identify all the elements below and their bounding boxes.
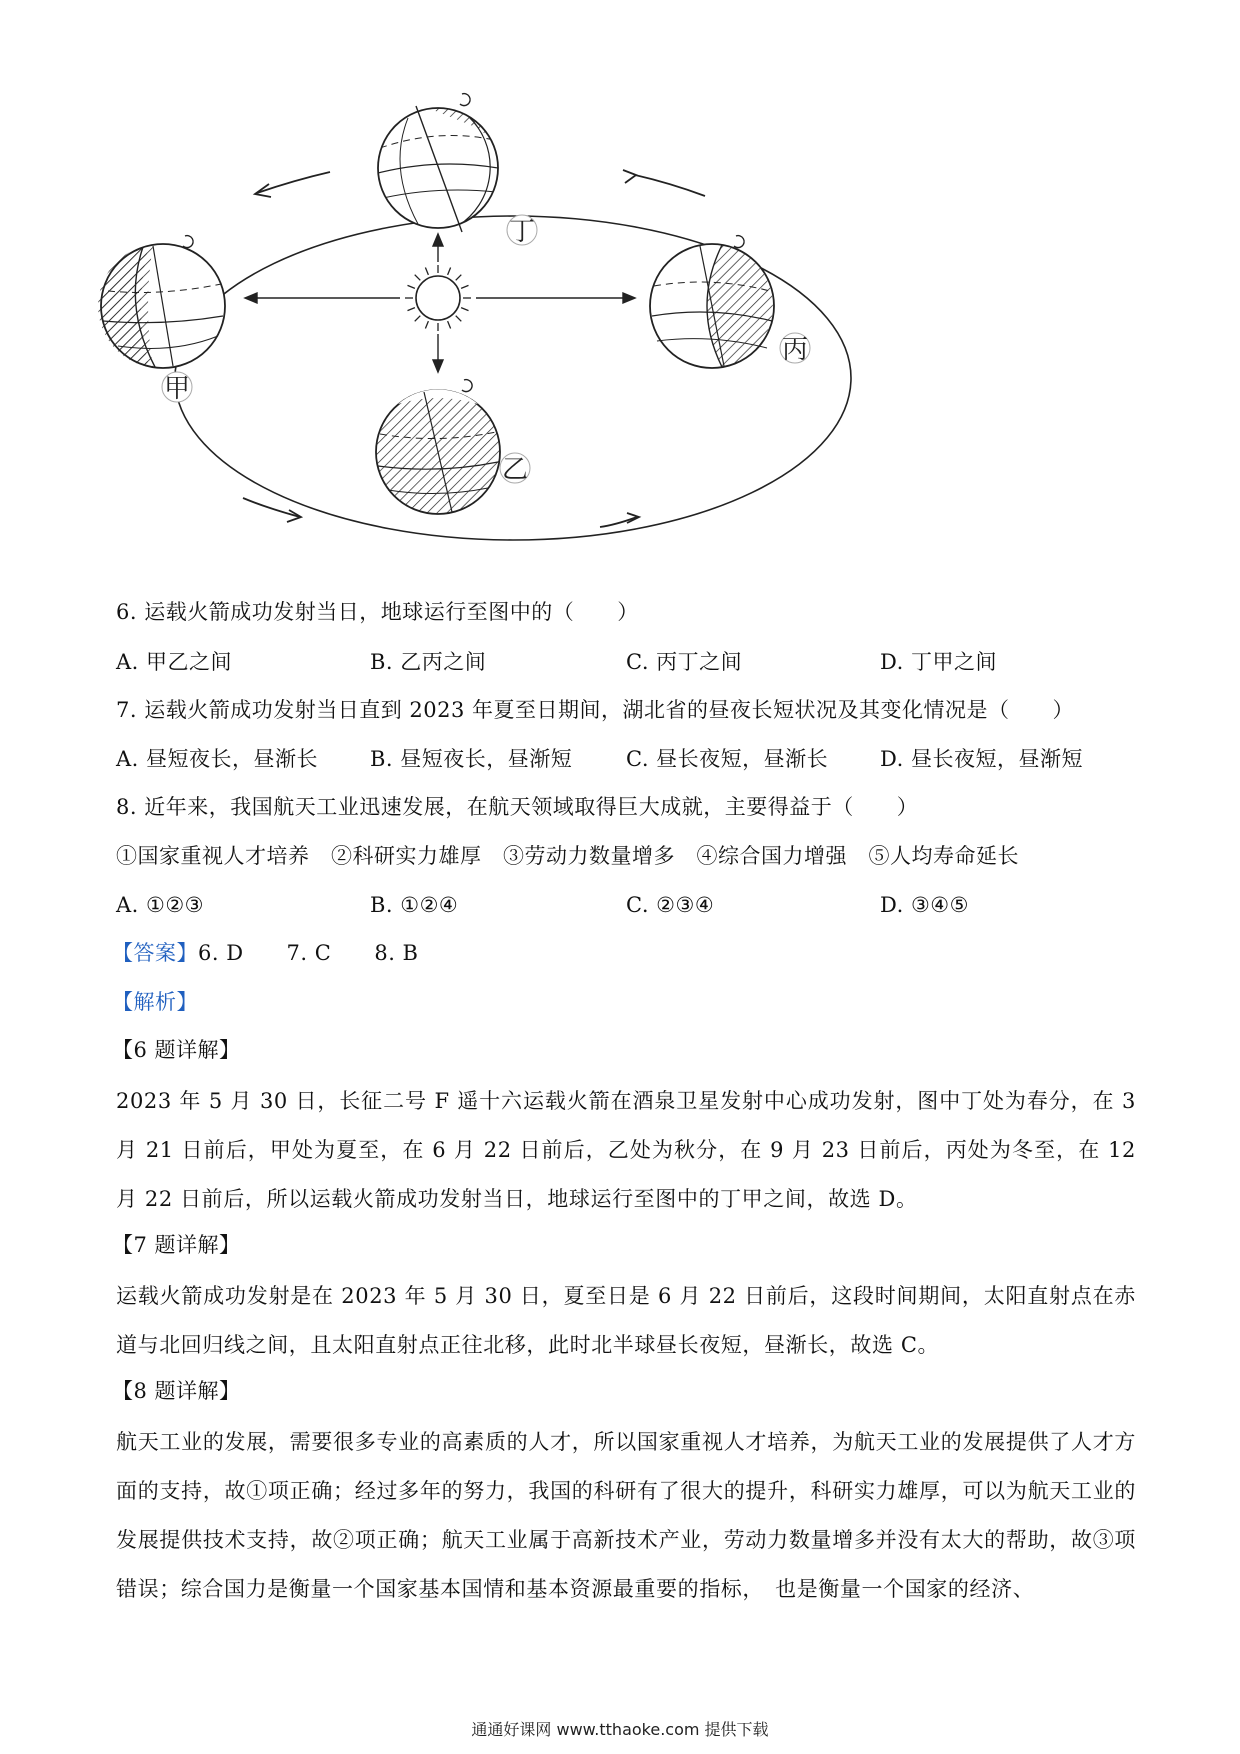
q8-option-c: C. ②③④ (626, 893, 715, 917)
q6-options (116, 647, 1136, 677)
detail7-text: 运载火箭成功发射是在 2023 年 5 月 30 日，夏至日是 6 月 22 日前后，这段时间期间，太阳直射点在赤道与北回归线之间，且太阳直射点正往北移，此时北半球昼长夜短，昼渐长，故选 C。 (116, 1284, 1136, 1357)
q8-option-a: A. ①②③ (116, 893, 204, 917)
orbit-arrow-top-left (255, 172, 330, 197)
q7-option-c: C. 昼长夜短，昼渐长 (626, 747, 829, 771)
orbit-arrow-top-right (623, 170, 705, 196)
q7-option-d: D. 昼长夜短，昼渐短 (880, 747, 1083, 771)
q6-option-b: B. 乙丙之间 (370, 650, 487, 674)
q6-option-a: A. 甲乙之间 (116, 650, 233, 674)
earth-jia (98, 236, 225, 368)
answer-text: 6. D 7. C 8. B (198, 941, 419, 965)
sun-icon (405, 265, 471, 331)
orbit-arrow-bottom-right (600, 513, 639, 527)
q6-stem: 6. 运载火箭成功发射当日，地球运行至图中的（ ） (116, 600, 639, 624)
answer-tag: 【答案】 (112, 941, 198, 965)
q6-option-d: D. 丁甲之间 (880, 650, 997, 674)
earth-bing (650, 236, 774, 368)
label-ding: 丁 (509, 217, 536, 247)
analysis-tag (112, 987, 198, 1017)
q7-options (116, 744, 1136, 774)
analysis-tag-text: 【解析】 (112, 990, 198, 1014)
q8-option-d: D. ③④⑤ (880, 893, 969, 917)
label-jia: 甲 (164, 374, 191, 404)
q8-stem: 8. 近年来，我国航天工业迅速发展，在航天领域取得巨大成就，主要得益于（ ） (116, 795, 919, 819)
detail7-heading: 【7 题详解】 (112, 1233, 241, 1257)
footer-credit: 通通好课网 www.tthaoke.com 提供下载 (471, 1720, 769, 1739)
q7-option-a: A. 昼短夜长，昼渐长 (116, 747, 319, 771)
detail6-heading: 【6 题详解】 (112, 1038, 241, 1062)
detail6-text: 2023 年 5 月 30 日，长征二号 F 遥十六运载火箭在酒泉卫星发射中心成功发射，图中丁处为春分，在 3 月 21 日前后，甲处为夏至，在 6 月 22 日前后，乙处为秋分，在 9 月 23 日前后，丙处为冬至，在 12 月 22 日前后，所以运载火箭成功发射当日，地球运行至图中的丁甲之间，故选 D。 (116, 1089, 1136, 1211)
earth-yi (376, 380, 500, 514)
orbit-arrow-bottom-left (243, 498, 301, 522)
q8-option-b: B. ①②④ (370, 893, 459, 917)
label-bing: 丙 (782, 335, 809, 365)
label-yi: 乙 (502, 455, 529, 485)
q6-option-c: C. 丙丁之间 (626, 650, 743, 674)
q7-stem: 7. 运载火箭成功发射当日直到 2023 年夏至日期间，湖北省的昼夜长短状况及其变化情况是（ ） (116, 698, 1075, 722)
q8-options (116, 890, 1136, 920)
q8-items: ①国家重视人才培养 ②科研实力雄厚 ③劳动力数量增多 ④综合国力增强 ⑤人均寿命延长 (116, 844, 1019, 868)
detail8-heading: 【8 题详解】 (112, 1379, 241, 1403)
earth-orbit-diagram (95, 80, 945, 585)
answer-line (112, 938, 418, 968)
earth-ding (378, 94, 498, 232)
q7-option-b: B. 昼短夜长，昼渐短 (370, 747, 573, 771)
detail8-text: 航天工业的发展，需要很多专业的高素质的人才，所以国家重视人才培养，为航天工业的发展提供了人才方面的支持，故①项正确；经过多年的努力，我国的科研有了很大的提升，科研实力雄厚，可以为航天工业的发展提供技术支持，故②项正确；航天工业属于高新技术产业，劳动力数量增多并没有太大的帮助，故③项错误；综合国力是衡量一个国家基本国情和基本资源最重要的指标， 也是衡量一个国家的经济、 (116, 1430, 1136, 1601)
